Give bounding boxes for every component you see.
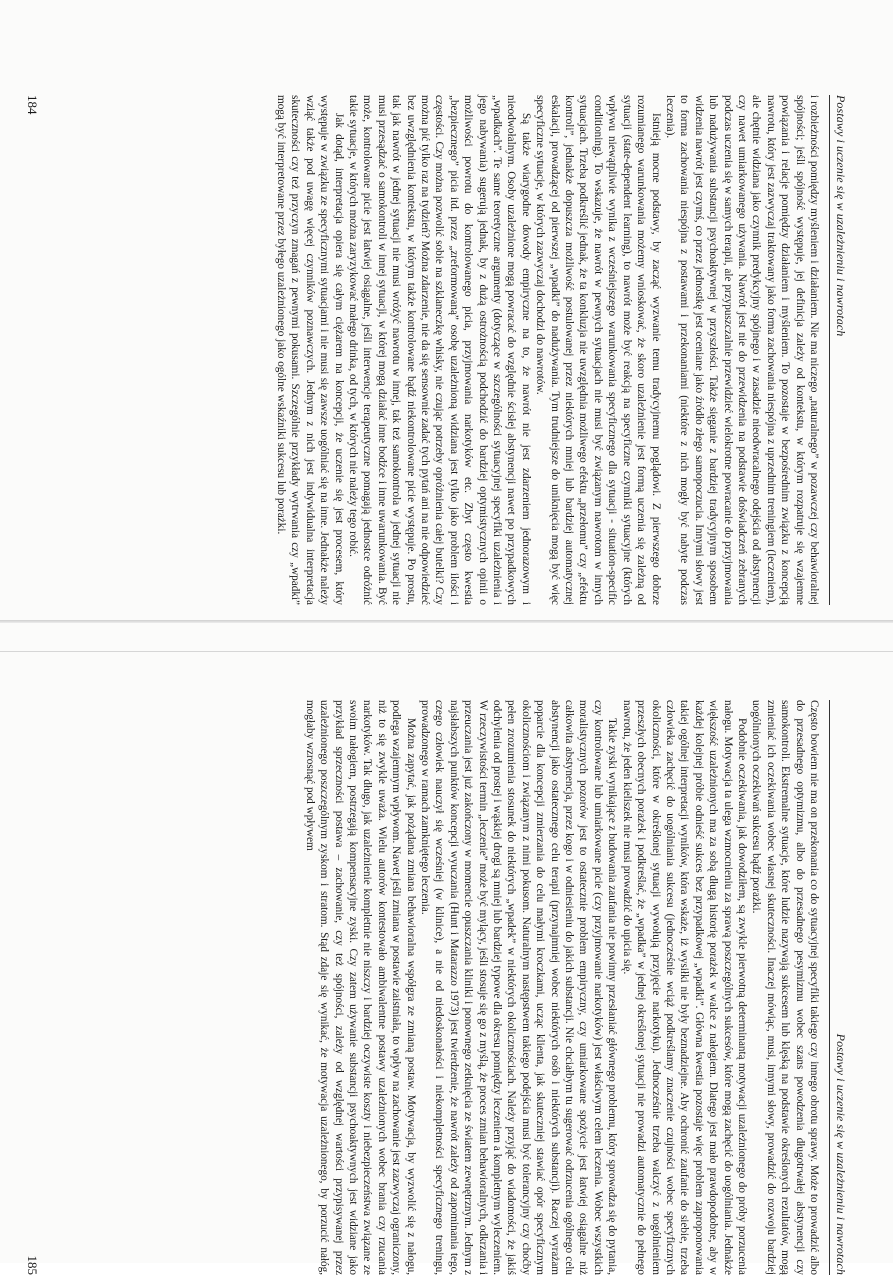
right-page	[28, 700, 848, 1275]
left-paragraph-2: Istnieją mocne podstawy, by zacząć wyzwanie temu tradycyjnemu poglądowi. Z pierwszego dobrze rozumianego warunkowania możemy wnioskować, że skoro uzależnienie jest formą uczenia się zależną od sytuacji (state-dependent learning), to nawrót może być reakcją na specyficzne czynniki sytuacyjne (których wpływu niewątpliwie wynika z wcześniejszego warunkowania specyficznego dla sytuacji - situation-specific conditioning). To wskazuje, że nawrót w pewnych sytuacjach nie musi być związanym nawrotom w innych sytuacjach. Trzeba podkreślić jednak, że ta konkluzja nie uwzględnia możliwego efektu „przełomu” czy „efektu kontroli”, jednakże dopuszcza możliwość postulowanej przez niektórych mniej lub bardziej automatycznej eskalacji, prowadzącej od pierwszej „wpadki” do nadużywania. Tym trudniejsze do uniknięcia mogą być więc specyficzne sytuacje, w których zazwyczaj dochodzi do nawrotów.	[533, 95, 663, 605]
right-page-body	[302, 700, 821, 1275]
right-paragraph-4: Można zapytać, jak pożądana zmiana behawioralna współgra ze zmianą postaw. Motywacja, by wyzwolić się z nałogu, podlega wzajemnym wpływom. Nawet jeśli zmiana w postawie zaistniała, to wpływ na zachowanie jest zazwyczaj ograniczony, niż to się zwykle uważa. Wielu autorów kontestowało ambiwalentne postawy uzależnionych wobec brania czy rzucania narkotyków. Tak długo, jak uzależnienie kompletnie nie niszczy i bardziej oczywiste koszty i niebezpieczeństwa związane ze swoim nałogiem, postrzegają kompensacyjne zyski. Czy zatem używanie substancji psychoaktywnych jest widziane jako przykład sprzeczności postawa – zachowanie, czy też spójności, zależy od względnej wartości przypisywanej przez uzależnionego poszczególnym zyskom i stratom. Stąd zdaje się wynikać, że motywacja uzależnionego, by porzucić nałóg, mogłaby wzrosnąć pod wpływem	[302, 700, 417, 1275]
left-paragraph-1: i rozbieżności pomiędzy myśleniem i działaniem. Nie ma niczego „naturalnego” w pozawczej czy behawioralnej spójności; jeśli spójność występuje, jej definicja zależy od kontekstu, w którym rozpatruje się wzajemne powiązania i relacje pomiędzy działaniem i myśleniem. To pozostaje w bezpośrednim związku z koncepcją nawrotu, który jest zazwyczaj traktowany jako forma zachowania niespójna z uprzednim treningiem (leczeniem), ale chętnie widziana jako czynnik predykcyjny spójnego i w zasadzie nieodwracalnego odejścia od abstynencji czy nawet umiarkowanego używania. Nawrót jest nie do przewidzenia na podstawie doświadczeń zebranych podczas uczenia się w samych terapii, ale przypuszczalnie przewidzieć wielokrotne powracanie do przyjmowania lub nadużywania substancji psychoaktywnej w przyszłości. Także sięganie z bardziej tradycyjnym sposobem widzenia nawrót jest czymś, co przez jednostkę jest oceniane jako źródło złego samopoczucia. Innymi słowy jest to forma zachowania niespójna z postawami i przekonaniami (niektóre z nich mogły być nabyte podczas leczenia).	[663, 95, 821, 605]
page-number-right: 185	[24, 1256, 40, 1275]
book-gutter-line	[0, 651, 893, 652]
page-number-left: 184	[24, 95, 40, 115]
left-paragraph-3: Są także wiarygodne dowody empiryczne na to, że nawrót nie jest zdarzeniem jednorazowym i nieodwołalnym. Osoby uzależnione mogą powracać do względnie ścisłej abstynencji nawet po przypadkowych „wpadkach”. Te same teoretyczne argumenty (dotyczące w szczególności sytuacyjnej specyfiki uzależnienia i jego nabywania) sugerują jednak, by z dużą ostrożnością podchodzić do bardziej optymistycznych opinii o możliwości powrotu do kontrolowanego picia, przyjmowania narkotyków etc. Zbyt często kwestia „bezpiecznego” picia itd. przez „zreformowaną” osobę uzależnioną widziana jest tylko jako problem ilości i częstości. Czy można pozwolić sobie na szklaneczkę whisky, nie czując potrzeby opróżnienia całej butelki? Czy można pić tylko raz na tydzień? Można zdarzenie, nie da się sensownie zadać tych pytań ani na nie odpowiedzieć bez uwzględnienia kontekstu, w którym także kontrolowane bądź niekontrolowane picie występuje. Po prostu, tak jak nawrót w jednej sytuacji nie musi wróżyć nawrotu w innej, tak też samokontrola w jednej sytuacji nie musi przesądzać o samokontroli w innej sytuacji, w której mogą działać inne bodźce i inne uwarunkowania. Być może, kontrolowane picie jest łatwiej osiągalne, jeśli interwencje terapeutyczne pomagają jednostce odróżnić takie sytuacje, w których można zaryzykować małego drinka, od tych, w których nie należy tego robić.	[346, 95, 533, 605]
book-gutter-shadow	[0, 620, 893, 623]
right-paragraph-1: Często bowiem nie ma on przekonania co do sytuacyjnej specyfiki takiego czy innego obrotu sprawy. Może to prowadzić albo do przesadnego optymizmu, albo do przesadnego pesymizmu wobec szans powodzenia długotrwałej abstynencji czy samokontroli. Ekstremalne sytuacje, które ludzie nazywają sukcesem lub klęską na podstawie określonych rezultatów, mogą zmieniać ich oczekiwania wobec własnej skuteczności. Inaczej mówiąc, musi, innymi słowy, prowadzić do rozwoju bardziej uogólnionych oczekiwań sukcesu bądź porażki.	[749, 700, 821, 1275]
right-paragraph-3: Takie zyski wynikające z budowania zaufania nie powinny przesłaniać głównego problemu, który sprowadza się do pytania, czy kontrolowane lub umiarkowane picie (czy przyjmowanie narkotyków) jest właściwym celem leczenia. Wobec wszystkich moralistycznych pozorów jest to ostatecznie problem empiryczny, czy umiarkowane spożycie jest łatwiej osiągalne niż całkowita abstynencja, przez kogo i w odniesieniu do jakich substancji. Nie chciałbym tu sugerować odrzucenia ogólnego celu abstynencji jako ostatecznego celu terapii (przynajmniej wobec niektórych osób i niektórych substancji). Raczej wyrażam poparcie dla koncepcji zmierzania do celu małymi kroczkami, ucząc klienta, jak skuteczniej stawiać opór specyficznym okolicznościom i związanym z nimi pokusom. Naturalnym następstwem takiego podejścia musi być tolerancyjny czy choćby pełen zrozumienia stosunek do niektórych „wpadek” w niektórych okolicznościach. Należy przyjąć do wiadomości, że jakiś odchylenia od prostej i wąskiej drogi są mniej lub bardziej typowe dla okresu pomiędzy leczeniem a kompletnym wyleczeniem. W rzeczywistości termin „leczenie” może być mylący, jeśli stosuje się go z myślą, że proces zmian behawioralnych, odkrzania i przeuczania jest już zakończony w momencie opuszczania kliniki i ponownego zetknięcia ze światem zewnętrznym. Jednym z najsłabszych punktów koncepcji wyuczania (Hunt i Matarazzo 1973) jest twierdzenie, że nawrót zależy od zapominania tego, czego człowiek nauczył się wcześniej (w klinice), a nie od niedoskonałości i niekompletności specyficznego treningu, prowadzonego w ramach zamkniętego leczenia.	[418, 700, 620, 1275]
left-page-body	[274, 95, 821, 605]
left-page	[28, 95, 848, 605]
left-paragraph-4: Jak dotąd, interpretacja opiera się całym ciężarem na koncepcji, że uczenie się jest procesem, który występuje w związku ze specyficznymi sytuacjami i nie musi się zawsze uogólniać się na inne. Jednakże należy wziąć także pod uwagę więcej czynników poznawczych. Jednym z nich jest indywidualna interpretacja skuteczności czy też przyczyn zmagań z pewnymi pokusami. Szczególnie przykłady wytrwania czy „wpadki” mogą być interpretowane przez byłego uzależnionego jako ogólne wskaźniki sukcesu lub porażki.	[274, 95, 346, 605]
running-head-left: Postawy i uczenie się w uzależnieniu i nawrotach	[829, 95, 848, 605]
running-head-right: Postawy i uczenie się w uzależnieniu i nawrotach	[829, 700, 848, 1275]
right-paragraph-2: Podobnie oczekiwania, jak dowodziłem, są zwykle pierwotną determinantą motywacji uzależnionego do próby porzucenia nałogu. Motywacja ta ulega wzmocnieniu za sprawą poszczególnych sukcesów, które mogą zachęcić do uogólniania. Jednakże większość uzależnionych ma za sobą długą historię porażek w walce z nałogiem. Dlatego jest mało prawdopodobne, aby w każdej kolejnej próbie odnieść sukces bez przypadkowej „wpadki”. Główna kwestia pozostaje więc problem zaproponowania takiej ogólnej interpretacji wyników, która wskaże, iż wysiłki nie były beznadziejne. Aby ochronić zaufanie do siebie, trzeba człowieka zachęcić do uogólniania sukcesu (jednocześnie wciąż podkreślamy znaczenie czujności wobec specyficznych okoliczności, które w określonej sytuacji wywołują przyjęcie narkotyku). Jednocześnie trzeba walczyć z uogólnieniem przeszłych obecnych porażek i podkreślać, że „wpadka” w jednej określonej sytuacji nie prowadzi automatycznie do pełnego nawrotu, że jeden kieliszek nie musi prowadzić do upicia się.	[619, 700, 749, 1275]
